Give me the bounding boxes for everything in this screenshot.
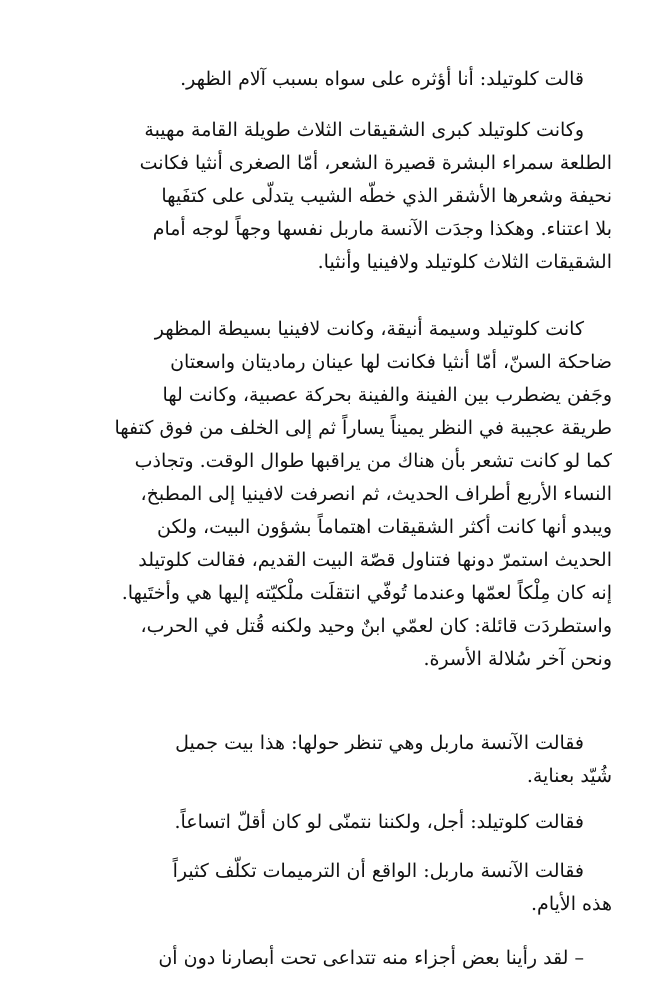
text-line: ويبدو أنها كانت أكثر الشقيقات اهتماماً بشؤون البيت، ولكن — [157, 516, 612, 538]
text-line: كما لو كانت تشعر بأن هناك من يراقبها طوال الوقت. وتجاذب — [134, 450, 612, 472]
text-line: – لقد رأينا بعض أجزاء منه تتداعى تحت أبصارنا دون أن — [158, 947, 584, 969]
text-line: ضاحكة السنّ، أمّا أنثيا فكانت لها عينان رماديتان واسعتان — [170, 351, 612, 373]
text-line: إنه كان مِلْكاً لعمّها وعندما تُوفّي انتقلَت ملْكيّته إليها هي وأختَيها. — [121, 582, 612, 604]
text-line: فقالت الآنسة ماربل: الواقع أن الترميمات تكلّف كثيراً — [172, 860, 584, 882]
text-line: ونحن آخر سُلالة الأسرة. — [423, 648, 612, 670]
text-line: فقالت كلوتيلد: أجل، ولكننا نتمنّى لو كان أقلّ اتساعاً. — [174, 811, 584, 833]
text-line: وكانت كلوتيلد كبرى الشقيقات الثلاث طويلة القامة مهيبة — [144, 119, 584, 141]
text-line: كانت كلوتيلد وسيمة أنيقة، وكانت لافينيا بسيطة المظهر — [154, 318, 584, 340]
paragraph-6 — [42, 855, 612, 921]
text-line: طريقة عجيبة في النظر يميناً يساراً ثم إلى الخلف من فوق كتفها — [114, 417, 612, 439]
text-line: واستطردَت قائلة: كان لعمّي ابنٌ وحيد ولكنه قُتل في الحرب، — [140, 615, 612, 637]
text-line: وجَفن يضطرب بين الفينة والفينة بحركة عصبية، وكانت لها — [162, 384, 612, 406]
paragraph-5 — [42, 806, 612, 839]
text-line: بلا اعتناء. وهكذا وجدَت الآنسة ماربل نفسها وجهاً لوجه أمام — [152, 218, 612, 240]
paragraph-1 — [42, 63, 612, 96]
text-line: فقالت الآنسة ماربل وهي تنظر حولها: هذا بيت جميل — [175, 732, 584, 754]
paragraph-7 — [42, 942, 612, 975]
paragraph-4 — [42, 727, 612, 793]
text-line: هذه الأيام. — [531, 893, 612, 915]
paragraph-2 — [42, 114, 612, 279]
text-line: الطلعة سمراء البشرة قصيرة الشعر، أمّا الصغرى أنثيا فكانت — [139, 152, 612, 174]
text-line: الشقيقات الثلاث كلوتيلد ولافينيا وأنثيا. — [317, 251, 612, 273]
text-line: شُيّد بعناية. — [526, 765, 612, 787]
text-line: قالت كلوتيلد: أنا أؤثره على سواه بسبب آلام الظهر. — [180, 68, 584, 90]
text-line: النساء الأربع أطراف الحديث، ثم انصرفت لافينيا إلى المطبخ، — [140, 483, 612, 505]
paragraph-3 — [42, 313, 612, 676]
text-line: الحديث استمرّ دونها فتناول قصّة البيت القديم، فقالت كلوتيلد — [138, 549, 612, 571]
text-line: نحيفة وشعرها الأشقر الذي خطّه الشيب يتدلّى على كتفَيها — [161, 185, 612, 207]
